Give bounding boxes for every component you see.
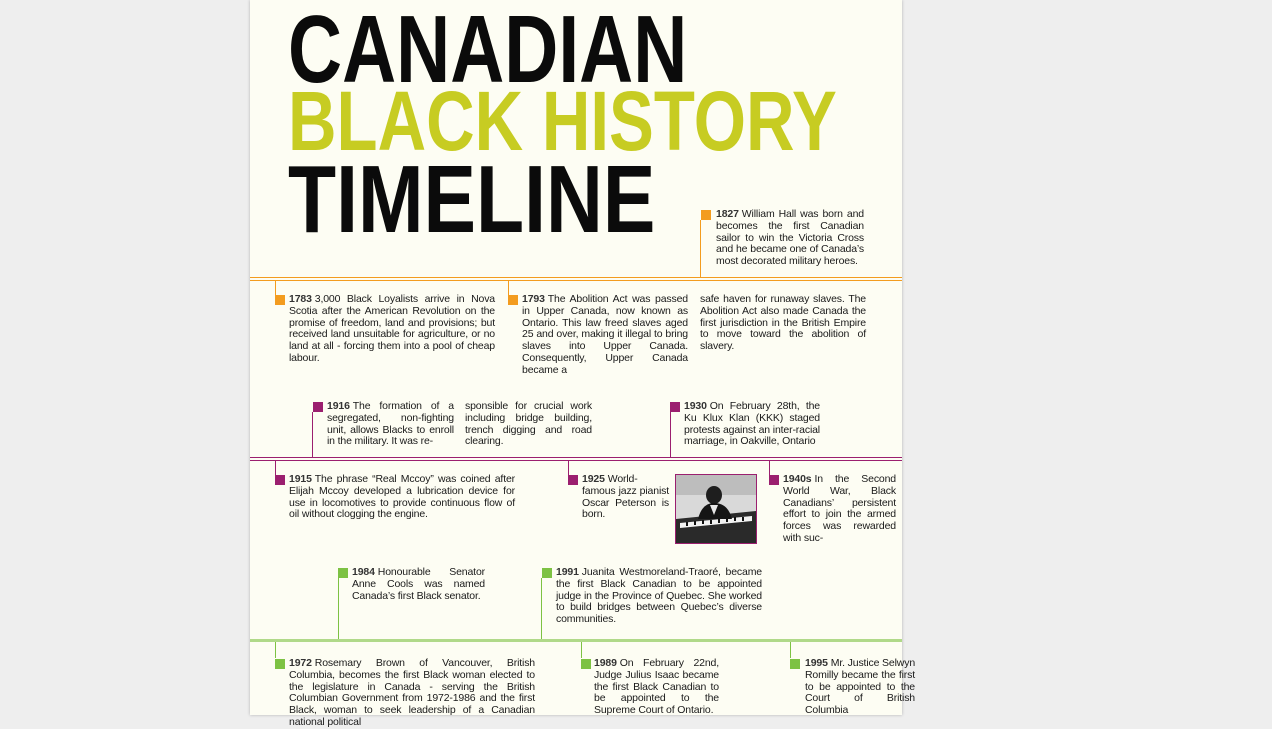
year-1984: 1984 [352, 566, 375, 578]
connector-1783 [275, 281, 276, 295]
marker-1972 [275, 659, 285, 669]
year-1940s: 1940s [783, 473, 812, 485]
text-1972: Rosemary Brown of Vancouver, British Columbia, becomes the first Black woman elected to the legislature in Canada - serving the British Columbian Government from 1972-1986 and the first Black, woman to seek leadership of a Canadian national political [289, 657, 535, 728]
timeline-rule-green [250, 639, 902, 642]
entry-1916 [327, 401, 454, 448]
connector-1984 [338, 578, 339, 639]
entry-1930 [684, 401, 820, 448]
year-1827: 1827 [716, 208, 739, 220]
marker-1930 [670, 402, 680, 412]
entry-1925 [582, 474, 669, 521]
connector-1991 [541, 578, 542, 639]
entry-1915 [289, 474, 515, 521]
connector-1915 [275, 461, 276, 475]
marker-1940s [769, 475, 779, 485]
text-1989: On February 22nd, Judge Julius Isaac became the first Black Canadian to be appointed to the Supreme Court of Ontario. [594, 657, 719, 717]
text-1793-part1: The Abolition Act was passed in Upper Canada, now known as Ontario. This law freed slaves aged 25 and over, making it illegal to bring slaves into Upper Canada. Consequently, Upper Canada became a [522, 293, 688, 376]
title-timeline: TIMELINE [288, 146, 656, 253]
timeline-rule-orange-bottom [250, 280, 902, 281]
marker-1793 [508, 295, 518, 305]
entry-1827 [716, 209, 864, 268]
year-1995: 1995 [805, 657, 828, 669]
connector-1940s [769, 461, 770, 475]
year-1793: 1793 [522, 293, 545, 305]
year-1991: 1991 [556, 566, 579, 578]
entry-1940s [783, 474, 896, 545]
marker-1827 [701, 210, 711, 220]
marker-1925 [568, 475, 578, 485]
text-1995: Mr. Justice Selwyn Romilly became the first to be appointed to the Court of British Columbia [805, 657, 916, 717]
connector-1972 [275, 642, 276, 658]
marker-1783 [275, 295, 285, 305]
text-1783: 3,000 Black Loyalists arrive in Nova Scotia after the American Revolution on the promise of freedom, land and provisions; but received land unsuitable for agriculture, or no land at all - forcing them into a pool of cheap labour. [289, 293, 495, 364]
entry-1793-continued [700, 294, 866, 353]
year-1972: 1972 [289, 657, 312, 669]
year-1783: 1783 [289, 293, 312, 305]
connector-1827 [700, 220, 701, 277]
year-1930: 1930 [684, 400, 707, 412]
timeline-page [250, 0, 916, 728]
text-1940s: In the Second World War, Black Canadians’ persistent effort to join the armed forces was rewarded with suc- [783, 473, 896, 544]
title-black-history: BLACK HISTORY [288, 74, 837, 168]
entry-1783 [289, 294, 495, 365]
text-1916-part2: sponsible for crucial work including bridge building, trench digging and road clearing. [465, 400, 592, 448]
marker-1995 [790, 659, 800, 669]
connector-1916 [312, 412, 313, 457]
entry-1984 [352, 567, 485, 602]
text-1991: Juanita Westmoreland-Traoré, became the first Black Canadian to be appointed judge in the Province of Quebec. She worked to build bridges between Quebec’s diverse communities. [556, 566, 762, 626]
entry-1972 [289, 658, 535, 729]
year-1989: 1989 [594, 657, 617, 669]
entry-1995 [805, 658, 915, 717]
marker-1916 [313, 402, 323, 412]
timeline-rule-purple-top [250, 457, 902, 458]
year-1915: 1915 [289, 473, 312, 485]
text-1793-part2: safe haven for runaway slaves. The Abolition Act also made Canada the first jurisdiction in the British Empire to move toward the abolition of slavery. [700, 293, 866, 353]
timeline-rule-purple-bottom [250, 460, 902, 461]
marker-1984 [338, 568, 348, 578]
marker-1991 [542, 568, 552, 578]
entry-1916-continued [465, 401, 592, 448]
connector-1930 [670, 412, 671, 457]
connector-1995 [790, 642, 791, 658]
text-1930: On February 28th, the Ku Klux Klan (KKK) staged protests against an inter-racial marriage, in Oakville, Ontario [684, 400, 820, 448]
entry-1793 [522, 294, 688, 377]
entry-1991 [556, 567, 762, 626]
text-1984: Honourable Senator Anne Cools was named Canada’s first Black senator. [352, 566, 485, 602]
oscar-peterson-photo [675, 474, 757, 544]
entry-1989 [594, 658, 719, 717]
text-1827: William Hall was born and becomes the first Canadian sailor to win the Victoria Cross and he became one of Canada’s most decorated military heroes. [716, 208, 864, 268]
text-1925: World-famous jazz pianist Oscar Peterson is born. [582, 473, 669, 521]
marker-1915 [275, 475, 285, 485]
text-1915: The phrase “Real Mccoy” was coined after Elijah Mccoy developed a lubrication device for use in locomotives to provide continuous flow of oil without clogging the engine. [289, 473, 515, 521]
title-canadian: CANADIAN [288, 0, 688, 103]
year-1916: 1916 [327, 400, 350, 412]
year-1925: 1925 [582, 473, 605, 485]
marker-1989 [581, 659, 591, 669]
connector-1925 [568, 461, 569, 475]
timeline-rule-orange-top [250, 277, 902, 278]
pianist-photo-icon [676, 475, 756, 543]
connector-1989 [581, 642, 582, 658]
text-1916-part1: The formation of a segregated, non-fighting unit, allows Blacks to enroll in the military. It was re- [327, 400, 454, 448]
connector-1793 [508, 281, 509, 295]
